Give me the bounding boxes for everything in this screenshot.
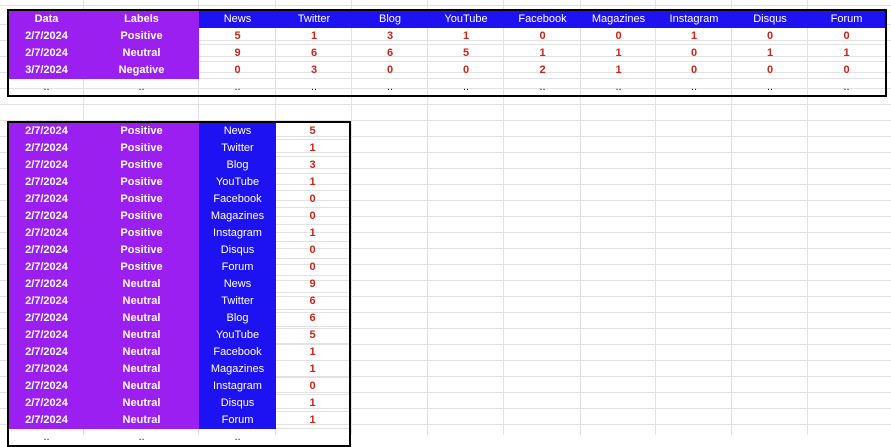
column-header[interactable]: Labels: [84, 10, 199, 28]
label-cell[interactable]: Neutral: [84, 361, 199, 378]
date-cell[interactable]: 2/7/2024: [8, 157, 84, 174]
value-cell[interactable]: 0: [581, 28, 656, 45]
ellipsis-cell[interactable]: ..: [732, 79, 808, 97]
value-cell[interactable]: 0: [276, 242, 350, 259]
value-cell[interactable]: 0: [276, 378, 350, 395]
ellipsis-cell[interactable]: ..: [428, 79, 504, 97]
date-cell[interactable]: 2/7/2024: [8, 28, 84, 45]
table-row: [8, 276, 350, 293]
label-cell[interactable]: Positive: [84, 28, 199, 45]
value-cell[interactable]: 0: [732, 62, 808, 79]
label-cell[interactable]: Positive: [84, 174, 199, 191]
table-row: [8, 310, 350, 327]
channel-cell[interactable]: Blog: [199, 310, 276, 327]
table-row: [8, 242, 350, 259]
value-cell[interactable]: 9: [276, 276, 350, 293]
label-cell[interactable]: Positive: [84, 191, 199, 208]
date-cell[interactable]: 2/7/2024: [8, 140, 84, 157]
table-row: [8, 327, 350, 344]
date-cell[interactable]: 2/7/2024: [8, 378, 84, 395]
ellipsis-cell[interactable]: ..: [8, 429, 84, 447]
column-header[interactable]: Data: [8, 10, 84, 28]
table-row: [8, 28, 886, 45]
table-row: [8, 174, 350, 191]
label-cell[interactable]: Positive: [84, 140, 199, 157]
date-cell[interactable]: 2/7/2024: [8, 174, 84, 191]
value-cell[interactable]: 1: [808, 45, 886, 62]
ellipsis-cell[interactable]: ..: [276, 79, 352, 97]
channel-cell[interactable]: Forum: [199, 259, 276, 276]
value-cell[interactable]: 5: [199, 28, 276, 45]
empty-cell[interactable]: [276, 429, 350, 447]
value-cell[interactable]: 0: [352, 62, 428, 79]
value-cell[interactable]: 6: [276, 45, 352, 62]
table-row: [8, 45, 886, 62]
date-cell[interactable]: 2/7/2024: [8, 208, 84, 225]
ellipsis-cell[interactable]: ..: [199, 429, 276, 447]
value-cell[interactable]: 1: [276, 344, 350, 361]
value-cell[interactable]: 0: [199, 62, 276, 79]
table-row: [8, 122, 350, 140]
value-cell[interactable]: 5: [276, 327, 350, 344]
label-cell[interactable]: Neutral: [84, 412, 199, 429]
label-cell[interactable]: Positive: [84, 242, 199, 259]
channel-cell[interactable]: Magazines: [199, 208, 276, 225]
ellipsis-cell[interactable]: ..: [656, 79, 732, 97]
value-cell[interactable]: 1: [276, 140, 350, 157]
table-row: [8, 157, 350, 174]
channel-cell[interactable]: Blog: [199, 157, 276, 174]
value-cell[interactable]: 1: [581, 62, 656, 79]
date-cell[interactable]: 2/7/2024: [8, 191, 84, 208]
label-cell[interactable]: Positive: [84, 157, 199, 174]
channel-cell[interactable]: Instagram: [199, 225, 276, 242]
label-cell[interactable]: Neutral: [84, 344, 199, 361]
value-cell[interactable]: 5: [428, 45, 504, 62]
column-header[interactable]: Blog: [352, 10, 428, 28]
channel-cell[interactable]: YouTube: [199, 174, 276, 191]
value-cell[interactable]: 6: [276, 310, 350, 327]
channel-cell[interactable]: News: [199, 276, 276, 293]
table-row: [8, 140, 350, 157]
ellipsis-cell[interactable]: ..: [352, 79, 428, 97]
ellipsis-cell[interactable]: ..: [581, 79, 656, 97]
ellipsis-cell[interactable]: ..: [8, 79, 84, 97]
channel-cell[interactable]: News: [199, 122, 276, 140]
date-cell[interactable]: 3/7/2024: [8, 62, 84, 79]
ellipsis-row: [8, 429, 350, 447]
value-cell[interactable]: 5: [276, 122, 350, 140]
column-header[interactable]: News: [199, 10, 276, 28]
channel-cell[interactable]: Magazines: [199, 361, 276, 378]
date-cell[interactable]: 2/7/2024: [8, 310, 84, 327]
label-cell[interactable]: Positive: [84, 259, 199, 276]
column-header[interactable]: Twitter: [276, 10, 352, 28]
channel-cell[interactable]: Disqus: [199, 242, 276, 259]
value-cell[interactable]: 9: [199, 45, 276, 62]
value-cell[interactable]: 1: [276, 174, 350, 191]
channel-cell[interactable]: Facebook: [199, 344, 276, 361]
table-row: [8, 344, 350, 361]
value-cell[interactable]: 0: [732, 28, 808, 45]
value-cell[interactable]: 6: [276, 293, 350, 310]
label-cell[interactable]: Neutral: [84, 378, 199, 395]
column-header[interactable]: Magazines: [581, 10, 656, 28]
value-cell[interactable]: 0: [428, 62, 504, 79]
value-cell[interactable]: 0: [656, 62, 732, 79]
label-cell[interactable]: Neutral: [84, 395, 199, 412]
value-cell[interactable]: 0: [808, 28, 886, 45]
channel-cell[interactable]: Instagram: [199, 378, 276, 395]
table-row: [8, 361, 350, 378]
value-cell[interactable]: 1: [732, 45, 808, 62]
value-cell[interactable]: 0: [276, 259, 350, 276]
value-cell[interactable]: 1: [276, 225, 350, 242]
table-row: [8, 378, 350, 395]
channel-cell[interactable]: Facebook: [199, 191, 276, 208]
value-cell[interactable]: 0: [276, 208, 350, 225]
table-row: [8, 62, 886, 79]
table-row: [8, 259, 350, 276]
date-cell[interactable]: 2/7/2024: [8, 293, 84, 310]
value-cell[interactable]: 1: [276, 28, 352, 45]
label-cell[interactable]: Neutral: [84, 327, 199, 344]
label-cell[interactable]: Neutral: [84, 45, 199, 62]
label-cell[interactable]: Neutral: [84, 310, 199, 327]
value-cell[interactable]: 1: [656, 28, 732, 45]
value-cell[interactable]: 3: [276, 157, 350, 174]
value-cell[interactable]: 0: [276, 191, 350, 208]
date-cell[interactable]: 2/7/2024: [8, 361, 84, 378]
date-cell[interactable]: 2/7/2024: [8, 395, 84, 412]
date-cell[interactable]: 2/7/2024: [8, 122, 84, 140]
column-header[interactable]: Forum: [808, 10, 886, 28]
column-header[interactable]: YouTube: [428, 10, 504, 28]
value-cell[interactable]: 1: [276, 412, 350, 429]
value-cell[interactable]: 3: [276, 62, 352, 79]
channel-cell[interactable]: YouTube: [199, 327, 276, 344]
ellipsis-cell[interactable]: ..: [808, 79, 886, 97]
channel-cell[interactable]: Forum: [199, 412, 276, 429]
table-row: [8, 395, 350, 412]
ellipsis-row: [8, 79, 886, 97]
value-cell[interactable]: 3: [352, 28, 428, 45]
table-row: [8, 293, 350, 310]
label-cell[interactable]: Negative: [84, 62, 199, 79]
date-cell[interactable]: 2/7/2024: [8, 344, 84, 361]
date-cell[interactable]: 2/7/2024: [8, 412, 84, 429]
table-row: [8, 191, 350, 208]
ellipsis-cell[interactable]: ..: [84, 79, 199, 97]
value-cell[interactable]: 1: [428, 28, 504, 45]
label-cell[interactable]: Neutral: [84, 293, 199, 310]
ellipsis-cell[interactable]: ..: [504, 79, 581, 97]
date-cell[interactable]: 2/7/2024: [8, 242, 84, 259]
channel-cell[interactable]: Disqus: [199, 395, 276, 412]
label-cell[interactable]: Positive: [84, 208, 199, 225]
value-cell[interactable]: 2: [504, 62, 581, 79]
column-header[interactable]: Disqus: [732, 10, 808, 28]
date-cell[interactable]: 2/7/2024: [8, 276, 84, 293]
wide-sentiment-table: [7, 9, 887, 97]
channel-cell[interactable]: Twitter: [199, 140, 276, 157]
value-cell[interactable]: 0: [808, 62, 886, 79]
table-row: [8, 225, 350, 242]
table-row: [8, 412, 350, 429]
long-sentiment-table: [7, 121, 351, 447]
channel-cell[interactable]: Twitter: [199, 293, 276, 310]
value-cell[interactable]: 0: [656, 45, 732, 62]
label-cell[interactable]: Neutral: [84, 276, 199, 293]
label-cell[interactable]: Positive: [84, 122, 199, 140]
date-cell[interactable]: 2/7/2024: [8, 45, 84, 62]
date-cell[interactable]: 2/7/2024: [8, 225, 84, 242]
value-cell[interactable]: 1: [276, 395, 350, 412]
column-header[interactable]: Facebook: [504, 10, 581, 28]
table-row: [8, 208, 350, 225]
value-cell[interactable]: 1: [276, 361, 350, 378]
header-row: [8, 10, 886, 28]
date-cell[interactable]: 2/7/2024: [8, 327, 84, 344]
column-header[interactable]: Instagram: [656, 10, 732, 28]
ellipsis-cell[interactable]: ..: [84, 429, 199, 447]
value-cell[interactable]: 1: [581, 45, 656, 62]
value-cell[interactable]: 1: [504, 45, 581, 62]
value-cell[interactable]: 0: [504, 28, 581, 45]
label-cell[interactable]: Positive: [84, 225, 199, 242]
ellipsis-cell[interactable]: ..: [199, 79, 276, 97]
value-cell[interactable]: 6: [352, 45, 428, 62]
date-cell[interactable]: 2/7/2024: [8, 259, 84, 276]
